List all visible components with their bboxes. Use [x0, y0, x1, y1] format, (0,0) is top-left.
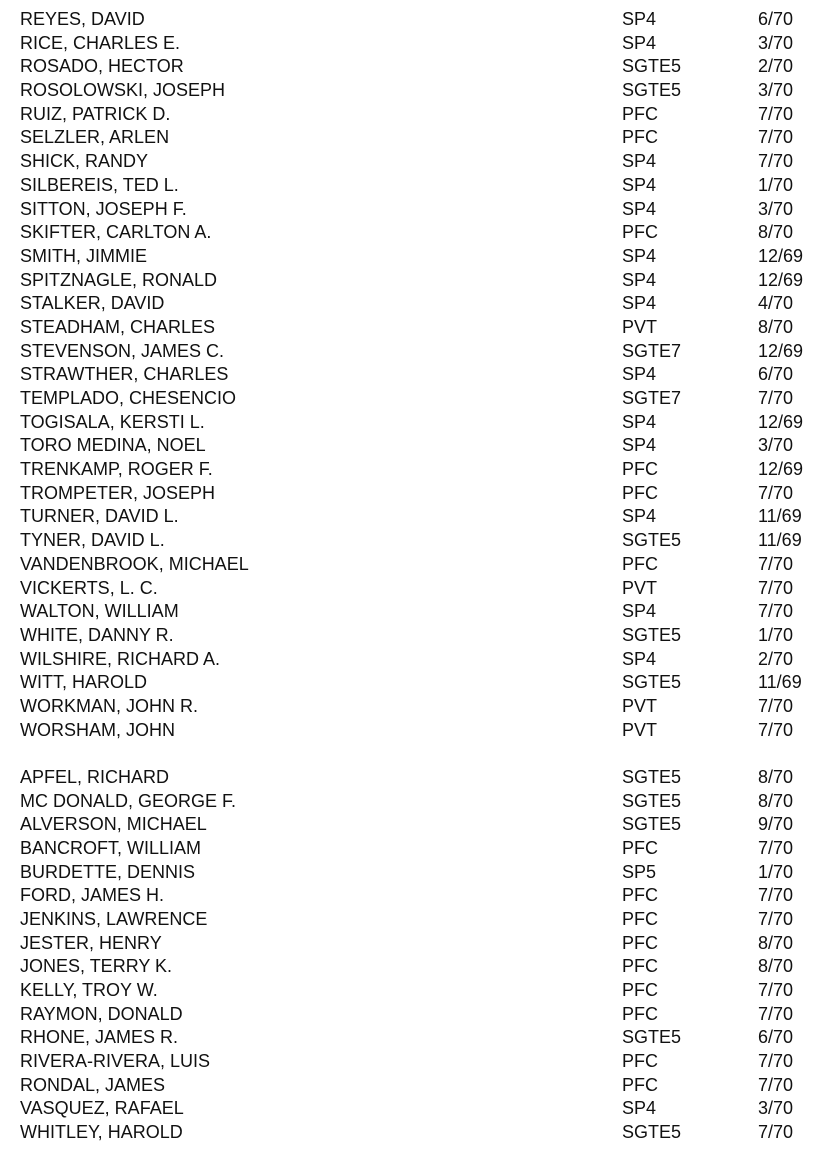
roster-row	[0, 1097, 833, 1121]
person-name: SKIFTER, CARLTON A.	[20, 222, 212, 243]
date: 3/70	[758, 435, 794, 456]
date: 7/70	[758, 103, 794, 124]
roster-row	[0, 577, 833, 601]
rank: SP4	[622, 364, 657, 385]
date: 7/70	[758, 553, 794, 574]
roster-row	[0, 1003, 833, 1027]
date: 3/70	[758, 1098, 794, 1119]
person-name: RIVERA-RIVERA, LUIS	[20, 1051, 211, 1072]
rank: PVT	[622, 316, 658, 337]
rank: SGTE5	[622, 790, 682, 811]
rank: PFC	[622, 1051, 658, 1072]
rank: SP5	[622, 861, 657, 882]
person-name: VASQUEZ, RAFAEL	[20, 1098, 184, 1119]
date: 7/70	[758, 885, 794, 906]
person-name: STALKER, DAVID	[20, 293, 165, 314]
date: 2/70	[758, 648, 794, 669]
roster-row	[0, 245, 833, 269]
roster-row	[0, 553, 833, 577]
date: 12/69	[758, 245, 804, 266]
person-name: TURNER, DAVID L.	[20, 506, 179, 527]
rank: PFC	[622, 127, 658, 148]
date: 7/70	[758, 482, 794, 503]
date: 12/69	[758, 340, 804, 361]
date: 8/70	[758, 932, 794, 953]
rank: PFC	[622, 1003, 658, 1024]
roster-group-2	[0, 766, 833, 1145]
person-name: RONDAL, JAMES	[20, 1074, 166, 1095]
person-name: ROSADO, HECTOR	[20, 56, 184, 77]
roster-row	[0, 529, 833, 553]
person-name: MC DONALD, GEORGE F.	[20, 790, 237, 811]
roster-row	[0, 908, 833, 932]
roster-row	[0, 1026, 833, 1050]
rank: SP4	[622, 9, 657, 29]
person-name: APFEL, RICHARD	[20, 766, 170, 787]
rank: SGTE5	[622, 1122, 682, 1143]
rank: SP4	[622, 1098, 657, 1119]
person-name: STEADHAM, CHARLES	[20, 316, 216, 337]
roster-row	[0, 505, 833, 529]
roster-row	[0, 434, 833, 458]
group-separator	[0, 742, 833, 766]
date: 7/70	[758, 719, 794, 740]
person-name: VICKERTS, L. C.	[20, 577, 158, 598]
rank: PFC	[622, 459, 658, 480]
rank: PFC	[622, 837, 658, 858]
roster-row	[0, 387, 833, 411]
person-name: WORSHAM, JOHN	[20, 719, 175, 740]
date: 7/70	[758, 1074, 794, 1095]
rank: PVT	[622, 719, 658, 740]
roster-row	[0, 671, 833, 695]
person-name: TYNER, DAVID L.	[20, 530, 165, 551]
person-name: SELZLER, ARLEN	[20, 127, 170, 148]
person-name: SHICK, RANDY	[20, 151, 149, 172]
person-name: RAYMON, DONALD	[20, 1003, 183, 1024]
roster-row	[0, 55, 833, 79]
date: 7/70	[758, 1122, 794, 1143]
rank: SGTE5	[622, 1027, 682, 1048]
date: 1/70	[758, 861, 794, 882]
person-name: WHITE, DANNY R.	[20, 624, 174, 645]
rank: SP4	[622, 151, 657, 172]
person-name: ROSOLOWSKI, JOSEPH	[20, 80, 226, 101]
roster-row	[0, 150, 833, 174]
rank: PFC	[622, 222, 658, 243]
rank: PFC	[622, 908, 658, 929]
date: 3/70	[758, 32, 794, 53]
date: 6/70	[758, 1027, 794, 1048]
rank: SP4	[622, 411, 657, 432]
roster-row	[0, 411, 833, 435]
rank: PFC	[622, 932, 658, 953]
roster-row	[0, 292, 833, 316]
roster-row	[0, 316, 833, 340]
person-name: JESTER, HENRY	[20, 932, 162, 953]
person-name: SMITH, JIMMIE	[20, 245, 147, 266]
rank: PVT	[622, 577, 658, 598]
rank: PFC	[622, 1074, 658, 1095]
person-name: ALVERSON, MICHAEL	[20, 814, 207, 835]
date: 8/70	[758, 316, 794, 337]
date: 9/70	[758, 814, 794, 835]
date: 7/70	[758, 127, 794, 148]
person-name: KELLY, TROY W.	[20, 980, 158, 1000]
rank: SGTE5	[622, 530, 682, 551]
rank: SP4	[622, 245, 657, 266]
rank: SP4	[622, 601, 657, 622]
rank: SP4	[622, 648, 657, 669]
rank: PVT	[622, 695, 658, 716]
rank: PFC	[622, 885, 658, 906]
person-name: SILBEREIS, TED L.	[20, 174, 179, 195]
person-name: JONES, TERRY K.	[20, 956, 173, 977]
rank: PFC	[622, 980, 658, 1000]
rank: PFC	[622, 553, 658, 574]
rank: SGTE5	[622, 814, 682, 835]
rank: SGTE5	[622, 672, 682, 693]
date: 8/70	[758, 222, 794, 243]
rank: SGTE5	[622, 80, 682, 101]
rank: SP4	[622, 506, 657, 527]
person-name: SPITZNAGLE, RONALD	[20, 269, 218, 290]
roster-row	[0, 790, 833, 814]
rank: SP4	[622, 435, 657, 456]
date: 7/70	[758, 980, 794, 1000]
person-name: WITT, HAROLD	[20, 672, 148, 693]
roster-row	[0, 1050, 833, 1074]
date: 7/70	[758, 151, 794, 172]
date: 7/70	[758, 695, 794, 716]
date: 8/70	[758, 956, 794, 977]
roster-row	[0, 861, 833, 885]
rank: SGTE7	[622, 388, 682, 408]
rank: SP4	[622, 32, 657, 53]
person-name: RICE, CHARLES E.	[20, 32, 181, 53]
person-name: BURDETTE, DENNIS	[20, 861, 196, 882]
roster-row	[0, 221, 833, 245]
rank: SGTE5	[622, 624, 682, 645]
person-name: STEVENSON, JAMES C.	[20, 340, 225, 361]
roster-group-1	[0, 8, 833, 742]
rank: SP4	[622, 293, 657, 314]
person-name: TOGISALA, KERSTI L.	[20, 411, 205, 432]
rank: SGTE5	[622, 56, 682, 77]
roster-row	[0, 932, 833, 956]
roster-row	[0, 269, 833, 293]
roster-row	[0, 813, 833, 837]
date: 7/70	[758, 1051, 794, 1072]
roster-row	[0, 1074, 833, 1098]
person-name: TEMPLADO, CHESENCIO	[20, 388, 237, 408]
date: 2/70	[758, 56, 794, 77]
roster-row	[0, 32, 833, 56]
roster-row	[0, 340, 833, 364]
roster-row	[0, 955, 833, 979]
person-name: TROMPETER, JOSEPH	[20, 482, 216, 503]
person-name: FORD, JAMES H.	[20, 885, 165, 906]
roster-row	[0, 837, 833, 861]
rank: PFC	[622, 482, 658, 503]
date: 1/70	[758, 174, 794, 195]
person-name: WILSHIRE, RICHARD A.	[20, 648, 221, 669]
roster-row	[0, 979, 833, 1003]
roster-row	[0, 126, 833, 150]
roster-row	[0, 648, 833, 672]
roster-row	[0, 458, 833, 482]
rank: SGTE7	[622, 340, 682, 361]
date: 4/70	[758, 293, 794, 314]
date: 11/69	[758, 530, 802, 551]
roster-row	[0, 8, 833, 32]
roster-row	[0, 766, 833, 790]
rank: SP4	[622, 269, 657, 290]
date: 12/69	[758, 269, 804, 290]
roster-row	[0, 695, 833, 719]
date: 7/70	[758, 388, 794, 408]
date: 7/70	[758, 1003, 794, 1024]
date: 7/70	[758, 601, 794, 622]
roster-row	[0, 884, 833, 908]
roster-row	[0, 719, 833, 743]
person-name: BANCROFT, WILLIAM	[20, 837, 202, 858]
date: 8/70	[758, 766, 794, 787]
date: 11/69	[758, 672, 802, 693]
date: 11/69	[758, 506, 802, 527]
date: 1/70	[758, 624, 794, 645]
date: 7/70	[758, 837, 794, 858]
date: 12/69	[758, 459, 804, 480]
person-name: SITTON, JOSEPH F.	[20, 198, 187, 219]
person-name: WHITLEY, HAROLD	[20, 1122, 183, 1143]
rank: SGTE5	[622, 766, 682, 787]
person-name: REYES, DAVID	[20, 9, 145, 29]
rank: PFC	[622, 956, 658, 977]
person-name: STRAWTHER, CHARLES	[20, 364, 229, 385]
roster-row	[0, 198, 833, 222]
person-name: TORO MEDINA, NOEL	[20, 435, 206, 456]
roster-row	[0, 482, 833, 506]
rank: PFC	[622, 103, 658, 124]
roster-list	[0, 8, 833, 1145]
rank: SP4	[622, 198, 657, 219]
date: 3/70	[758, 198, 794, 219]
person-name: WORKMAN, JOHN R.	[20, 695, 198, 716]
date: 7/70	[758, 908, 794, 929]
person-name: TRENKAMP, ROGER F.	[20, 459, 213, 480]
roster-row	[0, 624, 833, 648]
roster-row	[0, 103, 833, 127]
person-name: VANDENBROOK, MICHAEL	[20, 553, 249, 574]
roster-row	[0, 363, 833, 387]
date: 7/70	[758, 577, 794, 598]
roster-row	[0, 174, 833, 198]
date: 3/70	[758, 80, 794, 101]
date: 6/70	[758, 9, 794, 29]
date: 6/70	[758, 364, 794, 385]
date: 8/70	[758, 790, 794, 811]
roster-row	[0, 79, 833, 103]
roster-row	[0, 1121, 833, 1145]
person-name: RUIZ, PATRICK D.	[20, 103, 171, 124]
roster-row	[0, 600, 833, 624]
rank: SP4	[622, 174, 657, 195]
person-name: WALTON, WILLIAM	[20, 601, 179, 622]
date: 12/69	[758, 411, 804, 432]
person-name: JENKINS, LAWRENCE	[20, 908, 208, 929]
person-name: RHONE, JAMES R.	[20, 1027, 179, 1048]
